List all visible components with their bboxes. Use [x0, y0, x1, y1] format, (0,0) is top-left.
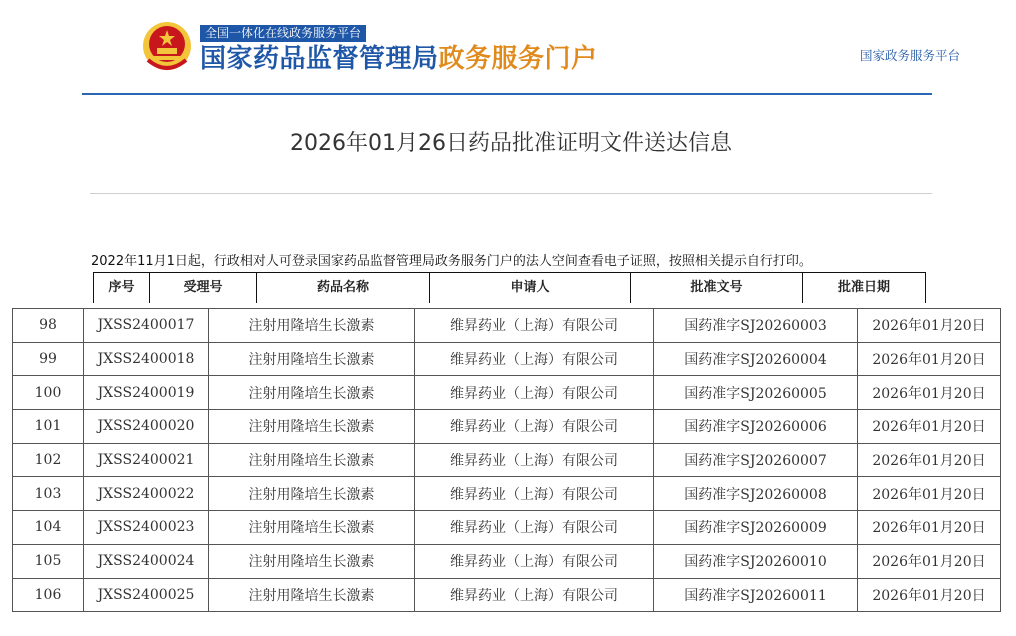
portal-title-agency: 国家药品监督管理局	[200, 44, 439, 74]
cell-index: 106	[13, 578, 84, 612]
cell-approval-no: 国药准字SJ20260007	[654, 443, 858, 477]
cell-applicant: 维昇药业（上海）有限公司	[415, 410, 654, 444]
cell-approval-no: 国药准字SJ20260005	[654, 376, 858, 410]
site-header	[0, 0, 1016, 95]
cell-applicant: 维昇药业（上海）有限公司	[415, 511, 654, 545]
cell-applicant: 维昇药业（上海）有限公司	[415, 309, 654, 343]
cell-index: 102	[13, 443, 84, 477]
header-drug-name: 药品名称	[257, 273, 430, 303]
cell-applicant: 维昇药业（上海）有限公司	[415, 477, 654, 511]
portal-title[interactable]	[200, 44, 598, 74]
cell-applicant: 维昇药业（上海）有限公司	[415, 578, 654, 612]
cell-acceptance-no: JXSS2400017	[84, 309, 209, 343]
cell-index: 103	[13, 477, 84, 511]
cell-applicant: 维昇药业（上海）有限公司	[415, 342, 654, 376]
cell-applicant: 维昇药业（上海）有限公司	[415, 544, 654, 578]
table-row	[13, 477, 1001, 511]
table-row	[13, 342, 1001, 376]
header-acceptance-no: 受理号	[150, 273, 257, 303]
table-row	[13, 309, 1001, 343]
cell-approval-date: 2026年01月20日	[858, 477, 1001, 511]
table-body	[13, 309, 1001, 612]
cell-approval-date: 2026年01月20日	[858, 342, 1001, 376]
cell-approval-no: 国药准字SJ20260010	[654, 544, 858, 578]
cell-approval-no: 国药准字SJ20260006	[654, 410, 858, 444]
cell-drug-name: 注射用隆培生长激素	[209, 578, 415, 612]
table-row	[13, 511, 1001, 545]
platform-tag: 全国一体化在线政务服务平台	[200, 25, 366, 42]
cell-approval-date: 2026年01月20日	[858, 578, 1001, 612]
cell-index: 105	[13, 544, 84, 578]
notice-text: 2022年11月1日起，行政相对人可登录国家药品监督管理局政务服务门户的法人空间查看电子证照，按照相关提示自行打印。	[91, 254, 812, 269]
cell-approval-date: 2026年01月20日	[858, 376, 1001, 410]
cell-index: 98	[13, 309, 84, 343]
page-title	[90, 126, 932, 157]
cell-drug-name: 注射用隆培生长激素	[209, 309, 415, 343]
cell-approval-date: 2026年01月20日	[858, 443, 1001, 477]
cell-acceptance-no: JXSS2400018	[84, 342, 209, 376]
cell-index: 100	[13, 376, 84, 410]
table-row	[13, 410, 1001, 444]
header-applicant: 申请人	[430, 273, 631, 303]
cell-applicant: 维昇药业（上海）有限公司	[415, 376, 654, 410]
cell-drug-name: 注射用隆培生长激素	[209, 376, 415, 410]
table-row	[13, 443, 1001, 477]
cell-approval-no: 国药准字SJ20260009	[654, 511, 858, 545]
cell-acceptance-no: JXSS2400025	[84, 578, 209, 612]
gov-service-link[interactable]: 国家政务服务平台	[860, 48, 961, 63]
cell-drug-name: 注射用隆培生长激素	[209, 443, 415, 477]
cell-approval-no: 国药准字SJ20260008	[654, 477, 858, 511]
title-divider	[90, 193, 932, 194]
portal-title-service: 政务服务门户	[438, 44, 598, 74]
cell-drug-name: 注射用隆培生长激素	[209, 410, 415, 444]
cell-acceptance-no: JXSS2400019	[84, 376, 209, 410]
cell-acceptance-no: JXSS2400024	[84, 544, 209, 578]
table-header	[93, 272, 926, 303]
cell-approval-date: 2026年01月20日	[858, 544, 1001, 578]
cell-approval-no: 国药准字SJ20260003	[654, 309, 858, 343]
national-emblem-icon[interactable]	[140, 20, 194, 74]
cell-approval-date: 2026年01月20日	[858, 410, 1001, 444]
cell-approval-date: 2026年01月20日	[858, 309, 1001, 343]
cell-drug-name: 注射用隆培生长激素	[209, 342, 415, 376]
cell-drug-name: 注射用隆培生长激素	[209, 544, 415, 578]
cell-index: 104	[13, 511, 84, 545]
table-row	[13, 544, 1001, 578]
cell-index: 99	[13, 342, 84, 376]
cell-approval-no: 国药准字SJ20260011	[654, 578, 858, 612]
cell-approval-no: 国药准字SJ20260004	[654, 342, 858, 376]
page-title-text: 2026年01月26日药品批准证明文件送达信息	[290, 131, 732, 156]
cell-acceptance-no: JXSS2400020	[84, 410, 209, 444]
cell-applicant: 维昇药业（上海）有限公司	[415, 443, 654, 477]
header-approval-no: 批准文号	[631, 273, 803, 303]
cell-acceptance-no: JXSS2400023	[84, 511, 209, 545]
cell-acceptance-no: JXSS2400021	[84, 443, 209, 477]
cell-index: 101	[13, 410, 84, 444]
cell-acceptance-no: JXSS2400022	[84, 477, 209, 511]
table-row	[13, 376, 1001, 410]
cell-approval-date: 2026年01月20日	[858, 511, 1001, 545]
cell-drug-name: 注射用隆培生长激素	[209, 477, 415, 511]
header-index: 序号	[94, 273, 150, 303]
header-approval-date: 批准日期	[837, 280, 890, 295]
header-divider	[82, 93, 932, 95]
approval-table	[12, 308, 1001, 612]
table-row	[13, 578, 1001, 612]
cell-drug-name: 注射用隆培生长激素	[209, 511, 415, 545]
